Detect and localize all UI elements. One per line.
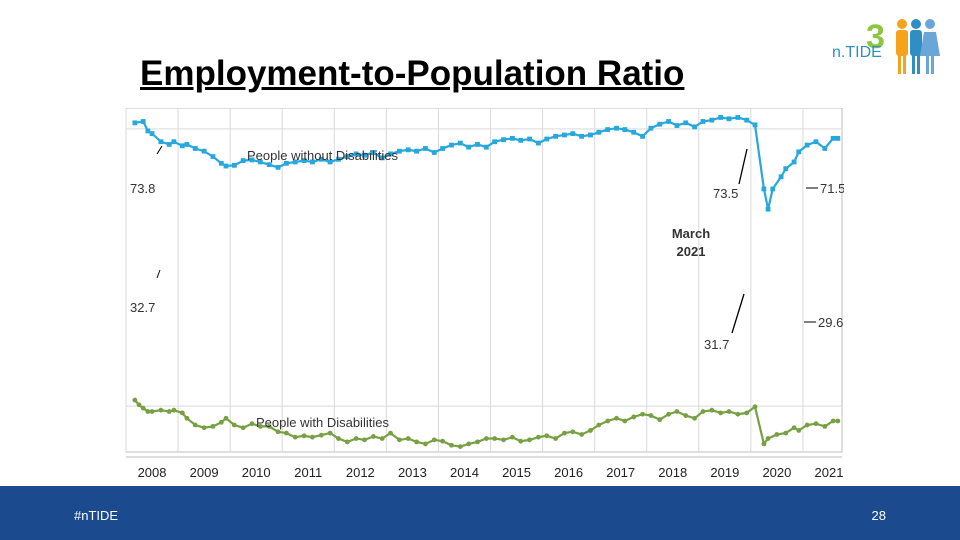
- value-label-without-march: 73.5: [713, 186, 739, 201]
- data-point-without-disabilities: [622, 127, 627, 132]
- data-point-with-disabilities: [180, 410, 185, 415]
- data-point-with-disabilities: [701, 409, 706, 414]
- data-point-with-disabilities: [744, 410, 749, 415]
- data-point-without-disabilities: [172, 139, 177, 144]
- data-point-with-disabilities: [796, 428, 801, 433]
- data-point-with-disabilities: [284, 431, 289, 436]
- footer-hashtag: #nTIDE: [74, 508, 119, 523]
- data-point-without-disabilities: [783, 166, 788, 171]
- footer-bar: [0, 486, 960, 540]
- data-point-without-disabilities: [761, 187, 766, 192]
- page-number: 28: [871, 508, 886, 523]
- data-point-with-disabilities: [406, 436, 411, 441]
- data-point-with-disabilities: [831, 419, 836, 424]
- data-point-without-disabilities: [158, 139, 163, 144]
- data-point-without-disabilities: [145, 129, 150, 134]
- x-tick-label: 2020: [762, 465, 792, 480]
- data-point-without-disabilities: [666, 119, 671, 124]
- data-point-with-disabilities: [371, 434, 376, 439]
- data-point-without-disabilities: [605, 127, 610, 132]
- data-point-without-disabilities: [423, 146, 428, 151]
- data-point-with-disabilities: [132, 398, 137, 403]
- data-point-with-disabilities: [727, 409, 732, 414]
- data-point-with-disabilities: [588, 428, 593, 433]
- data-point-with-disabilities: [614, 416, 619, 421]
- data-point-without-disabilities: [458, 141, 463, 146]
- data-point-without-disabilities: [588, 133, 593, 138]
- data-point-without-disabilities: [241, 158, 246, 163]
- data-point-with-disabilities: [241, 425, 246, 430]
- data-point-with-disabilities: [319, 433, 324, 438]
- data-point-with-disabilities: [527, 437, 532, 442]
- data-point-with-disabilities: [631, 415, 636, 420]
- data-point-with-disabilities: [484, 436, 489, 441]
- data-point-without-disabilities: [219, 161, 224, 166]
- data-point-with-disabilities: [579, 432, 584, 437]
- data-point-with-disabilities: [605, 419, 610, 424]
- x-tick-label: 2021: [814, 465, 844, 480]
- data-point-without-disabilities: [779, 174, 784, 179]
- data-point-without-disabilities: [579, 134, 584, 139]
- data-point-with-disabilities: [449, 443, 454, 448]
- data-point-without-disabilities: [692, 124, 697, 129]
- data-point-without-disabilities: [527, 137, 532, 142]
- data-point-with-disabilities: [709, 408, 714, 413]
- data-point-without-disabilities: [484, 145, 489, 150]
- x-tick-label: 2009: [189, 465, 219, 480]
- data-point-with-disabilities: [458, 444, 463, 449]
- data-point-without-disabilities: [475, 142, 480, 147]
- data-point-with-disabilities: [761, 442, 766, 447]
- x-tick-label: 2018: [658, 465, 688, 480]
- data-point-without-disabilities: [835, 136, 840, 141]
- data-point-with-disabilities: [544, 433, 549, 438]
- data-point-with-disabilities: [622, 419, 627, 424]
- data-point-without-disabilities: [202, 149, 207, 154]
- data-point-without-disabilities: [276, 165, 281, 170]
- data-point-with-disabilities: [753, 404, 758, 409]
- data-point-with-disabilities: [766, 436, 771, 441]
- data-point-without-disabilities: [648, 126, 653, 131]
- data-point-without-disabilities: [753, 122, 758, 127]
- data-point-with-disabilities: [276, 429, 281, 434]
- data-point-without-disabilities: [518, 138, 523, 143]
- data-point-with-disabilities: [310, 435, 315, 440]
- data-point-with-disabilities: [185, 416, 190, 421]
- data-point-with-disabilities: [158, 408, 163, 413]
- data-point-without-disabilities: [224, 164, 229, 169]
- data-point-with-disabilities: [141, 406, 146, 411]
- data-point-with-disabilities: [596, 423, 601, 428]
- data-point-without-disabilities: [150, 131, 155, 136]
- series-label-without-disabilities: People without Disabilities: [247, 148, 399, 163]
- data-point-with-disabilities: [792, 425, 797, 430]
- data-point-with-disabilities: [835, 419, 840, 424]
- data-point-without-disabilities: [501, 137, 506, 142]
- data-point-with-disabilities: [692, 416, 697, 421]
- data-point-with-disabilities: [536, 435, 541, 440]
- data-point-without-disabilities: [631, 130, 636, 135]
- data-point-with-disabilities: [328, 431, 333, 436]
- data-point-without-disabilities: [744, 118, 749, 123]
- data-point-with-disabilities: [501, 437, 506, 442]
- chart-svg: [124, 108, 844, 484]
- data-point-without-disabilities: [185, 142, 190, 147]
- x-tick-label: 2011: [294, 465, 323, 480]
- data-point-without-disabilities: [553, 134, 558, 139]
- data-point-with-disabilities: [683, 413, 688, 418]
- data-point-with-disabilities: [302, 433, 307, 438]
- data-point-without-disabilities: [211, 154, 216, 159]
- data-point-with-disabilities: [775, 432, 780, 437]
- data-point-with-disabilities: [397, 437, 402, 442]
- data-point-with-disabilities: [172, 408, 177, 413]
- data-point-with-disabilities: [805, 423, 810, 428]
- data-point-with-disabilities: [648, 413, 653, 418]
- x-tick-label: 2013: [397, 465, 427, 480]
- data-point-with-disabilities: [640, 412, 645, 417]
- data-point-with-disabilities: [414, 439, 419, 444]
- value-label-with-end: 29.6: [818, 315, 844, 330]
- data-point-without-disabilities: [232, 163, 237, 168]
- data-point-with-disabilities: [570, 429, 575, 434]
- data-point-with-disabilities: [388, 431, 393, 436]
- data-point-with-disabilities: [510, 435, 515, 440]
- data-point-without-disabilities: [614, 126, 619, 131]
- value-label-with-march: 31.7: [704, 337, 730, 352]
- data-point-with-disabilities: [380, 436, 385, 441]
- data-point-without-disabilities: [657, 122, 662, 127]
- data-point-with-disabilities: [293, 435, 298, 440]
- data-point-without-disabilities: [822, 146, 827, 151]
- data-point-with-disabilities: [354, 436, 359, 441]
- x-tick-label: 2014: [450, 465, 479, 480]
- data-point-without-disabilities: [709, 118, 714, 123]
- data-point-without-disabilities: [180, 143, 185, 148]
- x-tick-label: 2010: [241, 465, 271, 480]
- logo-text: n.TIDE: [832, 44, 882, 61]
- data-point-with-disabilities: [475, 439, 480, 444]
- data-point-without-disabilities: [510, 136, 515, 141]
- data-point-with-disabilities: [666, 412, 671, 417]
- data-point-without-disabilities: [727, 116, 732, 121]
- data-point-without-disabilities: [406, 147, 411, 152]
- data-point-with-disabilities: [232, 423, 237, 428]
- data-point-with-disabilities: [783, 431, 788, 436]
- data-point-with-disabilities: [362, 437, 367, 442]
- data-point-with-disabilities: [145, 409, 150, 414]
- data-point-with-disabilities: [336, 436, 341, 441]
- data-point-with-disabilities: [211, 424, 216, 429]
- data-point-without-disabilities: [562, 133, 567, 138]
- x-tick-label: 2016: [554, 465, 584, 480]
- data-point-without-disabilities: [466, 145, 471, 150]
- data-point-with-disabilities: [440, 439, 445, 444]
- data-point-without-disabilities: [683, 120, 688, 125]
- data-point-without-disabilities: [570, 131, 575, 136]
- data-point-with-disabilities: [137, 402, 142, 407]
- march-annotation-line1: March: [671, 226, 711, 241]
- data-point-with-disabilities: [822, 424, 827, 429]
- data-point-with-disabilities: [167, 409, 172, 414]
- value-label-with-start: 32.7: [130, 300, 156, 315]
- data-point-with-disabilities: [432, 437, 437, 442]
- data-point-without-disabilities: [193, 146, 198, 151]
- data-point-without-disabilities: [449, 143, 454, 148]
- data-point-without-disabilities: [796, 149, 801, 154]
- data-point-without-disabilities: [440, 146, 445, 151]
- slide-title: Employment-to-Population Ratio: [140, 54, 685, 93]
- x-tick-label: 2008: [137, 465, 167, 480]
- plot-frame: [126, 108, 842, 452]
- data-point-without-disabilities: [718, 115, 723, 120]
- value-label-without-start: 73.8: [130, 181, 156, 196]
- data-point-without-disabilities: [492, 139, 497, 144]
- data-point-with-disabilities: [193, 423, 198, 428]
- data-point-without-disabilities: [596, 130, 601, 135]
- data-point-without-disabilities: [766, 207, 771, 212]
- data-point-with-disabilities: [718, 410, 723, 415]
- data-point-with-disabilities: [423, 442, 428, 447]
- x-tick-label: 2015: [502, 465, 532, 480]
- data-point-without-disabilities: [831, 136, 836, 141]
- x-tick-label: 2012: [345, 465, 375, 480]
- x-tick-label: 2017: [606, 465, 636, 480]
- data-point-with-disabilities: [518, 439, 523, 444]
- value-label-without-end: 71.5: [820, 181, 844, 196]
- ntide-logo: [826, 14, 946, 80]
- data-point-with-disabilities: [492, 436, 497, 441]
- series-label-with-disabilities: People with Disabilities: [256, 415, 389, 430]
- data-point-without-disabilities: [132, 120, 137, 125]
- data-point-without-disabilities: [141, 119, 146, 124]
- data-point-with-disabilities: [735, 412, 740, 417]
- data-point-without-disabilities: [805, 143, 810, 148]
- data-point-with-disabilities: [657, 417, 662, 422]
- employment-chart: [124, 108, 844, 484]
- data-point-with-disabilities: [466, 442, 471, 447]
- data-point-without-disabilities: [770, 187, 775, 192]
- data-point-without-disabilities: [536, 141, 541, 146]
- data-point-without-disabilities: [735, 115, 740, 120]
- data-point-with-disabilities: [250, 421, 255, 426]
- data-point-without-disabilities: [640, 134, 645, 139]
- data-point-with-disabilities: [675, 409, 680, 414]
- data-point-without-disabilities: [792, 160, 797, 165]
- data-point-with-disabilities: [202, 425, 207, 430]
- data-point-with-disabilities: [224, 416, 229, 421]
- data-point-without-disabilities: [675, 123, 680, 128]
- data-point-with-disabilities: [562, 431, 567, 436]
- march-annotation-line2: 2021: [676, 244, 706, 259]
- data-point-with-disabilities: [814, 421, 819, 426]
- data-point-without-disabilities: [414, 149, 419, 154]
- data-point-with-disabilities: [553, 436, 558, 441]
- data-point-without-disabilities: [814, 139, 819, 144]
- x-tick-label: 2019: [710, 465, 740, 480]
- data-point-without-disabilities: [544, 137, 549, 142]
- logo-digit: 3: [866, 18, 885, 56]
- data-point-without-disabilities: [701, 119, 706, 124]
- data-point-without-disabilities: [432, 150, 437, 155]
- data-point-with-disabilities: [219, 420, 224, 425]
- data-point-with-disabilities: [345, 439, 350, 444]
- data-point-without-disabilities: [167, 142, 172, 147]
- data-point-with-disabilities: [150, 409, 155, 414]
